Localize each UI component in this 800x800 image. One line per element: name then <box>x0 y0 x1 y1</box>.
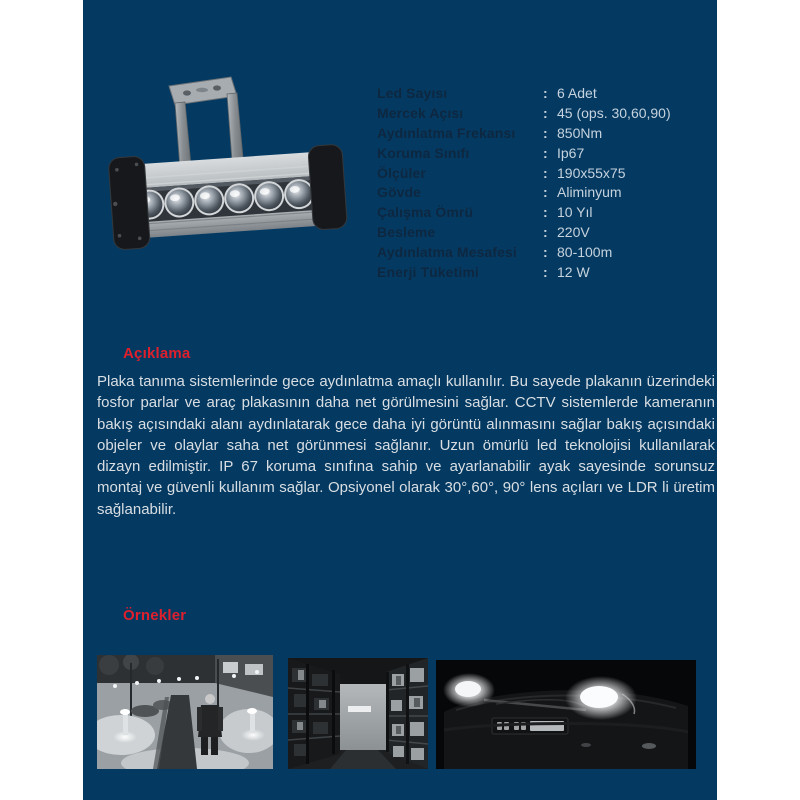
spec-row <box>377 243 707 263</box>
spec-label: Enerji Tüketimi <box>377 264 479 281</box>
example-image-warehouse <box>288 658 428 769</box>
spec-separator: : <box>543 124 548 141</box>
spec-row <box>377 263 707 283</box>
car-night-graphic <box>436 660 696 769</box>
spec-value: 220V <box>557 224 590 241</box>
spec-label: Ölçüler <box>377 164 426 181</box>
spec-row <box>377 164 707 184</box>
spec-separator: : <box>543 244 548 261</box>
spec-row <box>377 104 707 124</box>
spec-separator: : <box>543 85 548 101</box>
mounting-bracket <box>169 77 243 168</box>
spec-list <box>377 84 707 283</box>
right-shelves <box>386 658 428 769</box>
spec-label: Aydınlatma Mesafesi <box>377 244 517 261</box>
spec-label: Çalışma Ömrü <box>377 204 474 221</box>
datasheet-page <box>83 0 717 800</box>
snow-cctv-graphic <box>97 655 273 769</box>
example-image-car-headlights <box>436 660 696 769</box>
spec-separator: : <box>543 204 548 221</box>
left-shelves <box>288 658 340 769</box>
spec-label: Koruma Sınıfı <box>377 144 470 161</box>
description-text: Plaka tanıma sistemlerinde gece aydınlatma amaçlı kullanılır. Bu sayede plakanın üzerindeki fosfor parlar ve araç plakasının daha net görülmesini sağlar. CCTV sistemlerde kameranın bakış açısındaki alanı aydınlatarak gece daha iyi görüntü alınmasını sağlar bakış açısındaki objeler ve olaylar saha net görünmesi sağlanır. Uzun ömürlü led teknolojisi kullanılarak dizayn edilmiştir. IP 67 koruma sınıfına sahip ve ayarlanabilir ayak sayesinde sorunsuz montaj ve güvenli kullanım sağlar. Opsiyonel olarak 30°,60°, 90° lens açıları ve LDR li üretim sağlanabilir. <box>97 373 715 518</box>
spec-separator: : <box>543 164 548 181</box>
led-illuminator-graphic <box>107 58 351 250</box>
spec-value: 12 W <box>557 264 590 281</box>
spec-value: Ip67 <box>557 144 585 161</box>
spec-row <box>377 183 707 203</box>
spec-separator: : <box>543 264 548 281</box>
spec-label: Mercek Açısı <box>377 104 464 121</box>
light-bar <box>108 142 348 250</box>
product-photo-led-illuminator <box>107 58 351 250</box>
spec-value: Aliminyum <box>557 184 622 201</box>
spec-label: Gövde <box>377 184 422 201</box>
spec-row <box>377 124 707 144</box>
spec-value: 80-100m <box>557 244 613 261</box>
spec-separator: : <box>543 144 548 161</box>
spec-separator: : <box>543 224 548 241</box>
spec-row <box>377 84 707 104</box>
warehouse-graphic <box>288 658 428 769</box>
spec-label: Besleme <box>377 224 436 241</box>
spec-value: 190x55x75 <box>557 164 626 181</box>
spec-separator: : <box>543 104 548 121</box>
example-image-snow-cctv <box>97 655 273 769</box>
spec-value: 6 Adet <box>557 85 597 101</box>
spec-row <box>377 203 707 223</box>
spec-value: 45 (ops. 30,60,90) <box>557 104 671 121</box>
spec-row <box>377 144 707 164</box>
spec-label: Aydınlatma Frekansı <box>377 124 516 141</box>
spec-value: 850Nm <box>557 124 603 141</box>
examples-heading: Örnekler <box>123 607 187 624</box>
spec-value: 10 Yıl <box>557 204 593 221</box>
spec-row <box>377 223 707 243</box>
description-heading: Açıklama <box>123 345 191 362</box>
spec-separator: : <box>543 184 548 201</box>
spec-label: Led Sayısı <box>377 85 448 101</box>
